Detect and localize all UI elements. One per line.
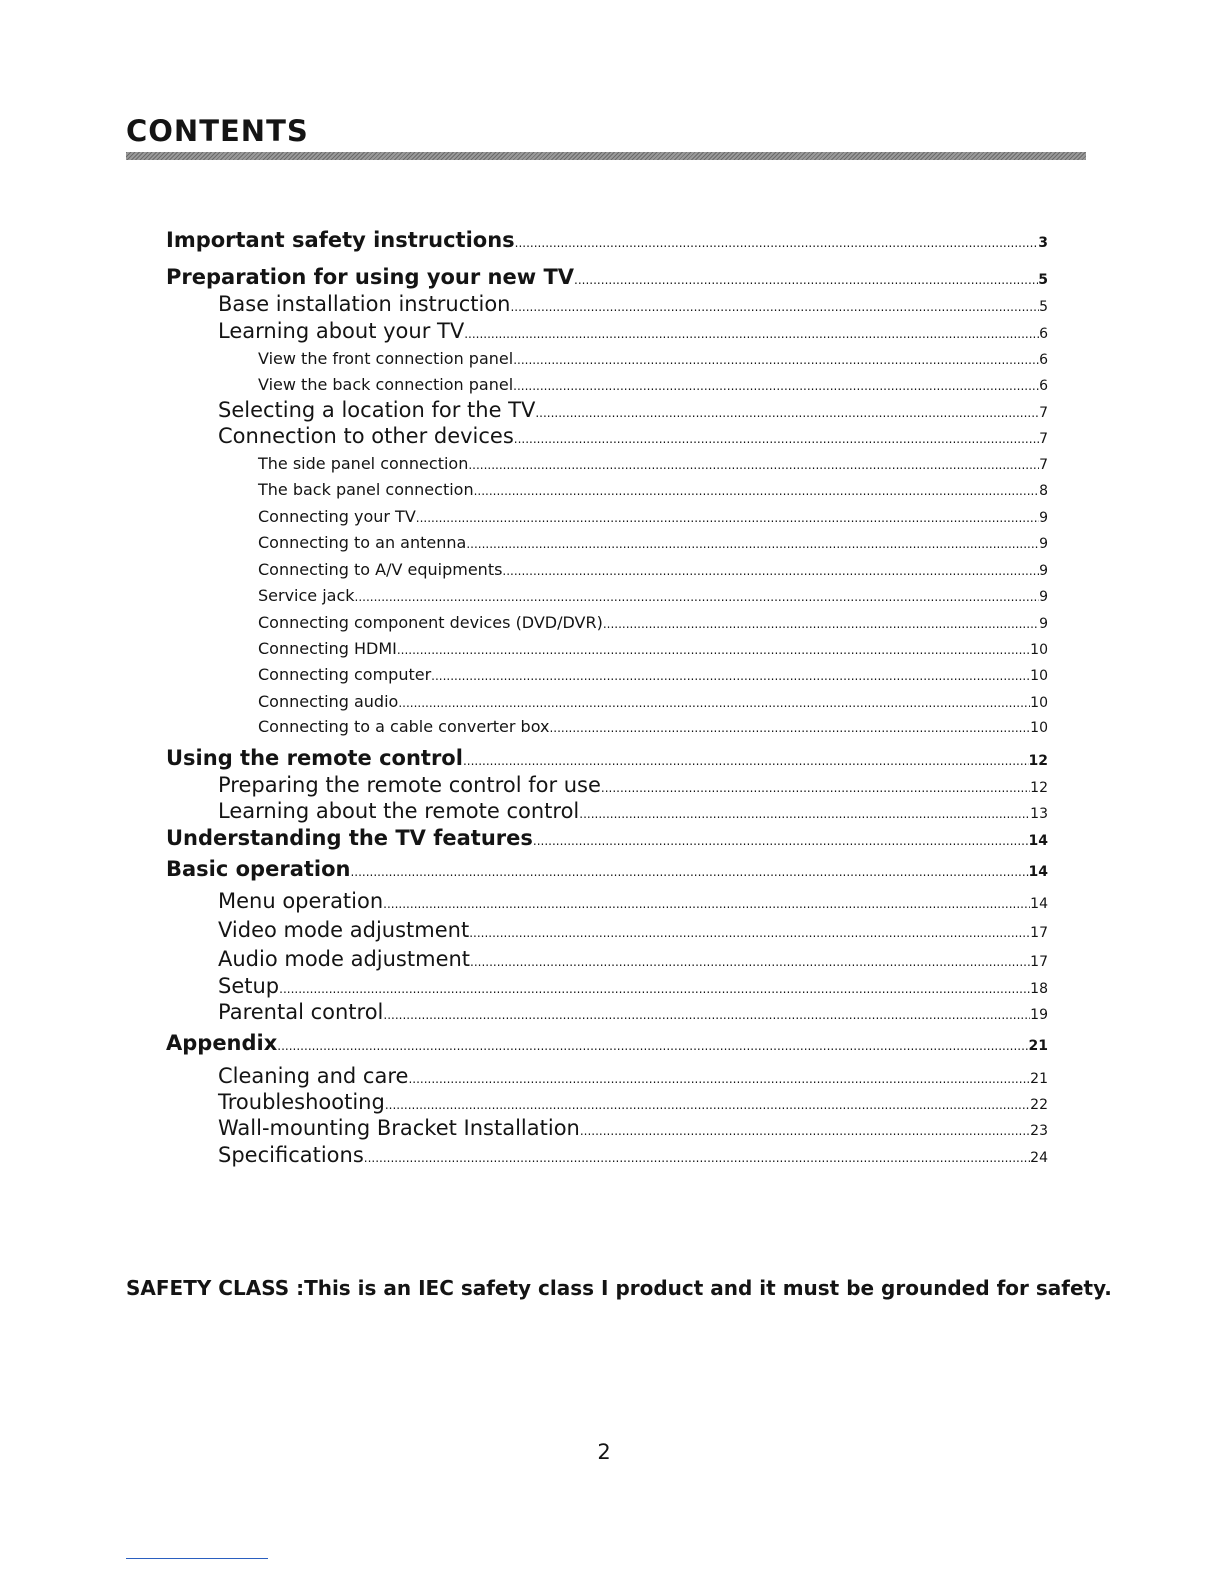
toc-entry-page: 12 xyxy=(1028,753,1048,769)
toc-leader-dots xyxy=(463,754,1029,768)
toc-entry-page: 9 xyxy=(1039,616,1048,632)
toc-entry-label: Service jack xyxy=(258,586,355,605)
toc-entry-page: 5 xyxy=(1039,299,1048,315)
toc-entry-page: 10 xyxy=(1030,695,1048,711)
toc-entry-page: 14 xyxy=(1028,864,1048,880)
toc-entry-label: Connecting to A/V equipments xyxy=(258,560,503,579)
toc-entry-page: 10 xyxy=(1030,668,1048,684)
toc-entry[interactable] xyxy=(166,857,1048,881)
toc-entry-page: 13 xyxy=(1030,806,1048,822)
toc-leader-dots xyxy=(601,781,1030,795)
toc-entry-label: Audio mode adjustment xyxy=(218,947,471,971)
toc-leader-dots xyxy=(502,564,1039,578)
toc-entry-page: 9 xyxy=(1039,563,1048,579)
page-number: 2 xyxy=(597,1440,611,1464)
page-title: CONTENTS xyxy=(126,114,309,148)
toc-entry[interactable] xyxy=(218,1116,1048,1140)
toc-entry-label: The side panel connection xyxy=(258,454,469,473)
toc-entry-label: Appendix xyxy=(166,1031,278,1055)
footer-rule xyxy=(126,1558,268,1559)
toc-entry-page: 21 xyxy=(1030,1071,1048,1087)
toc-entry-label: Learning about your TV xyxy=(218,319,465,343)
toc-entry-label: Connecting your TV xyxy=(258,507,416,526)
toc-entry[interactable] xyxy=(218,398,1048,422)
toc-entry-label: View the back connection panel xyxy=(258,375,514,394)
safety-class-notice: SAFETY CLASS :This is an IEC safety class I product and it must be grounded for safety. xyxy=(126,1276,1112,1300)
toc-leader-dots xyxy=(510,300,1039,314)
toc-entry[interactable] xyxy=(166,228,1048,252)
toc-entry-page: 6 xyxy=(1039,326,1048,342)
toc-entry[interactable] xyxy=(218,918,1048,942)
toc-entry-page: 6 xyxy=(1039,352,1048,368)
toc-entry-label: Connection to other devices xyxy=(218,424,514,448)
toc-entry-label: Selecting a location for the TV xyxy=(218,398,536,422)
toc-entry[interactable] xyxy=(218,773,1048,797)
toc-entry-label: Video mode adjustment xyxy=(218,918,470,942)
toc-entry[interactable] xyxy=(258,613,1048,632)
toc-entry-label: Connecting to an antenna xyxy=(258,533,467,552)
toc-entry-label: Menu operation xyxy=(218,889,384,913)
toc-entry-label: Specifications xyxy=(218,1143,364,1167)
toc-entry-page: 5 xyxy=(1038,272,1048,288)
toc-entry-page: 9 xyxy=(1039,510,1048,526)
toc-entry-page: 9 xyxy=(1039,589,1048,605)
toc-leader-dots xyxy=(514,432,1039,446)
toc-leader-dots xyxy=(515,236,1039,250)
toc-entry-page: 3 xyxy=(1038,235,1048,251)
toc-leader-dots xyxy=(385,1098,1030,1112)
toc-entry-label: Wall-mounting Bracket Installation xyxy=(218,1116,580,1140)
toc-entry[interactable] xyxy=(258,349,1048,368)
toc-entry-label: Connecting to a cable converter box xyxy=(258,717,550,736)
toc-leader-dots xyxy=(574,273,1038,287)
toc-entry-page: 10 xyxy=(1030,720,1048,736)
title-underline-bar xyxy=(126,152,1086,160)
toc-entry-page: 8 xyxy=(1039,483,1048,499)
toc-entry[interactable] xyxy=(258,480,1048,499)
toc-entry[interactable] xyxy=(258,717,1048,736)
toc-leader-dots xyxy=(513,379,1039,393)
toc-entry[interactable] xyxy=(258,586,1048,605)
toc-leader-dots xyxy=(364,1151,1030,1165)
toc-entry-page: 18 xyxy=(1030,981,1048,997)
toc-leader-dots xyxy=(468,458,1039,472)
toc-entry-label: Connecting component devices (DVD/DVR) xyxy=(258,613,603,632)
toc-entry[interactable] xyxy=(258,533,1048,552)
toc-entry-page: 23 xyxy=(1030,1123,1048,1139)
toc-leader-dots xyxy=(469,926,1030,940)
toc-entry-page: 7 xyxy=(1039,457,1048,473)
toc-entry[interactable] xyxy=(258,639,1048,658)
toc-entry-label: Setup xyxy=(218,974,280,998)
toc-entry-label: Learning about the remote control xyxy=(218,799,580,823)
toc-entry[interactable] xyxy=(166,265,1048,289)
toc-leader-dots xyxy=(398,696,1030,710)
toc-entry-page: 14 xyxy=(1030,896,1048,912)
toc-entry-page: 6 xyxy=(1039,378,1048,394)
toc-entry-label: Parental control xyxy=(218,1000,384,1024)
toc-entry-page: 21 xyxy=(1028,1038,1048,1054)
toc-leader-dots xyxy=(466,537,1039,551)
toc-entry-label: Important safety instructions xyxy=(166,228,515,252)
toc-leader-dots xyxy=(383,1008,1030,1022)
toc-entry-page: 7 xyxy=(1039,405,1048,421)
toc-leader-dots xyxy=(603,617,1039,631)
toc-entry[interactable] xyxy=(258,692,1048,711)
toc-entry[interactable] xyxy=(258,454,1048,473)
toc-entry-page: 17 xyxy=(1030,925,1048,941)
toc-entry-page: 10 xyxy=(1030,642,1048,658)
toc-entry[interactable] xyxy=(258,665,1048,684)
toc-entry-page: 19 xyxy=(1030,1007,1048,1023)
toc-entry[interactable] xyxy=(218,1000,1048,1024)
toc-entry-page: 14 xyxy=(1028,833,1048,849)
toc-leader-dots xyxy=(383,897,1030,911)
toc-leader-dots xyxy=(416,511,1039,525)
toc-entry[interactable] xyxy=(258,560,1048,579)
toc-entry-page: 17 xyxy=(1030,954,1048,970)
toc-leader-dots xyxy=(397,643,1030,657)
toc-entry[interactable] xyxy=(218,799,1048,823)
toc-entry[interactable] xyxy=(218,319,1048,343)
toc-leader-dots xyxy=(355,590,1040,604)
toc-leader-dots xyxy=(431,669,1030,683)
toc-entry-label: Connecting computer xyxy=(258,665,432,684)
toc-entry-label: Connecting audio xyxy=(258,692,399,711)
toc-leader-dots xyxy=(535,406,1039,420)
toc-leader-dots xyxy=(549,721,1030,735)
toc-entry-label: The back panel connection xyxy=(258,480,474,499)
toc-entry-page: 12 xyxy=(1030,780,1048,796)
toc-entry-label: Troubleshooting xyxy=(218,1090,385,1114)
toc-entry[interactable] xyxy=(258,375,1048,394)
toc-entry-label: Basic operation xyxy=(166,857,351,881)
toc-entry[interactable] xyxy=(218,424,1048,448)
toc-entry[interactable] xyxy=(218,1090,1048,1114)
toc-leader-dots xyxy=(408,1072,1030,1086)
toc-leader-dots xyxy=(470,955,1030,969)
toc-entry[interactable] xyxy=(258,507,1048,526)
toc-leader-dots xyxy=(513,353,1039,367)
toc-leader-dots xyxy=(474,484,1039,498)
toc-entry[interactable] xyxy=(218,1143,1048,1167)
toc-entry-page: 22 xyxy=(1030,1097,1048,1113)
toc-entry-label: Cleaning and care xyxy=(218,1064,409,1088)
toc-entry[interactable] xyxy=(166,1031,1048,1055)
toc-entry[interactable] xyxy=(218,974,1048,998)
toc-entry-label: Connecting HDMI xyxy=(258,639,397,658)
toc-entry[interactable] xyxy=(218,292,1048,316)
toc-entry-label: Preparing the remote control for use xyxy=(218,773,601,797)
toc-entry-label: Base installation instruction xyxy=(218,292,511,316)
toc-leader-dots xyxy=(580,1124,1030,1138)
toc-leader-dots xyxy=(464,327,1039,341)
toc-entry-label: Understanding the TV features xyxy=(166,826,533,850)
toc-leader-dots xyxy=(279,982,1030,996)
toc-entry[interactable] xyxy=(218,947,1048,971)
toc-leader-dots xyxy=(533,834,1029,848)
toc-leader-dots xyxy=(277,1039,1028,1053)
toc-leader-dots xyxy=(350,865,1028,879)
toc-entry-page: 24 xyxy=(1030,1150,1048,1166)
toc-entry-label: View the front connection panel xyxy=(258,349,514,368)
toc-entry[interactable] xyxy=(218,889,1048,913)
toc-entry[interactable] xyxy=(166,746,1048,770)
toc-entry-page: 9 xyxy=(1039,536,1048,552)
toc-entry-page: 7 xyxy=(1039,431,1048,447)
toc-entry-label: Using the remote control xyxy=(166,746,463,770)
toc-entry-label: Preparation for using your new TV xyxy=(166,265,575,289)
toc-entry[interactable] xyxy=(166,826,1048,850)
toc-entry[interactable] xyxy=(218,1064,1048,1088)
toc-leader-dots xyxy=(579,807,1030,821)
